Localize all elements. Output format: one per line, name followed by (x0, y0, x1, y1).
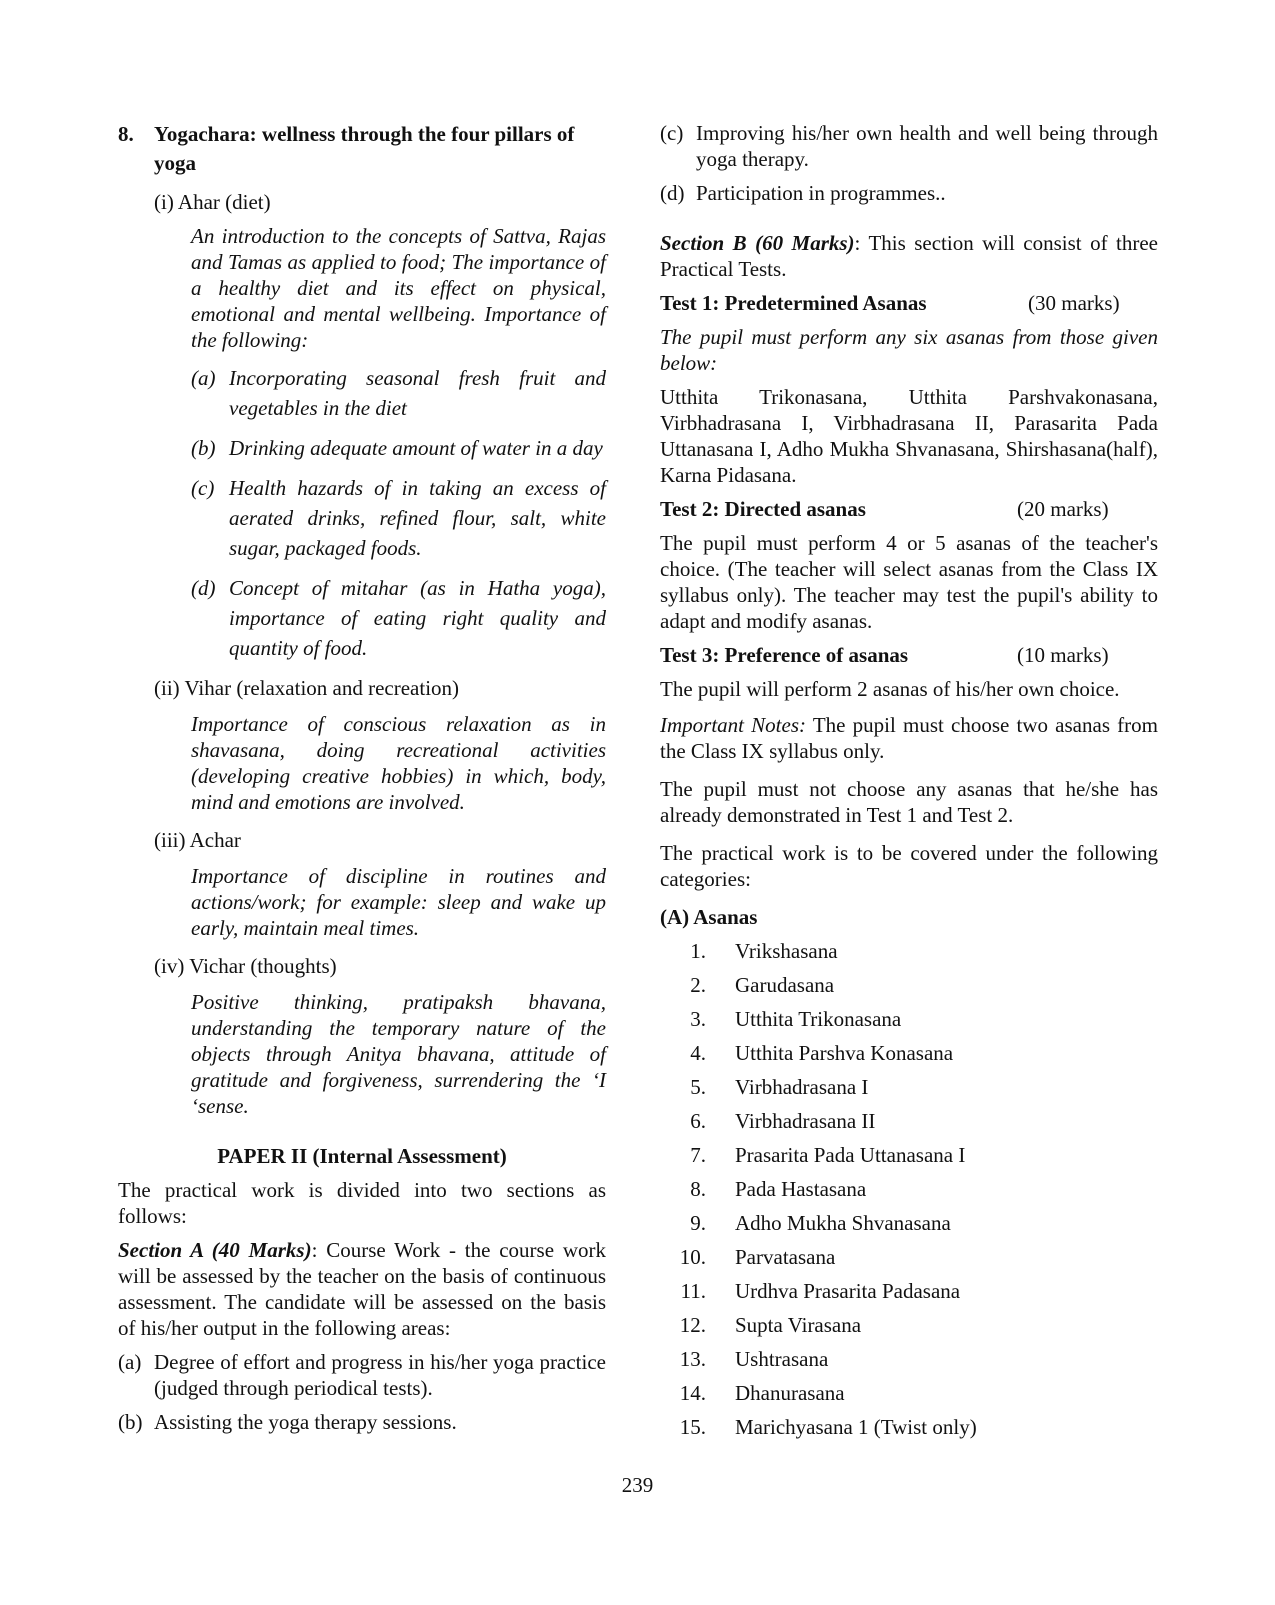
item-number: (a) (118, 1350, 142, 1374)
asanas-heading: (A) Asanas (660, 905, 758, 929)
item-text: Ushtrasana (735, 1347, 829, 1371)
item-text: Supta Virasana (735, 1313, 862, 1337)
item-text: Virbhadrasana I (735, 1075, 869, 1099)
item-text: Dhanurasana (735, 1381, 845, 1405)
item-text: Prasarita Pada Uttanasana I (735, 1143, 966, 1167)
section-a-text: : Course Work - the course work will be assessed by the teacher on the basis of continuous assessment. The candidate will be assessed on the basis of his/her output in the following areas: (118, 1238, 606, 1340)
vichar-label: (iv) Vichar (thoughts) (154, 954, 337, 978)
item-text: Health hazards of in taking an excess of aerated drinks, refined flour, salt, white sugar, packaged foods. (229, 476, 606, 560)
section-title: Yogachara: wellness through the four pillars of yoga (154, 122, 575, 175)
item-number: 13. (679, 1347, 706, 1371)
section-a (118, 1237, 606, 1341)
list-item (660, 1142, 1158, 1176)
page-number: 239 (621, 1473, 654, 1497)
list-item (118, 1349, 606, 1401)
list-item (660, 120, 1158, 172)
list-item (660, 972, 1158, 1006)
item-text: Vrikshasana (735, 939, 838, 963)
item-text: Incorporating seasonal fresh fruit and vegetables in the diet (229, 366, 606, 420)
item-number: 4. (690, 1041, 706, 1065)
right-column (660, 120, 1158, 1448)
list-item (191, 573, 606, 663)
test1-title: Test 1: Predetermined Asanas (660, 291, 927, 315)
test3-heading (660, 642, 1158, 670)
item-number: 6. (690, 1109, 706, 1133)
paper2-intro: The practical work is divided into two sections as follows: (118, 1178, 606, 1228)
item-text: Parvatasana (735, 1245, 836, 1269)
item-number: (b) (118, 1410, 143, 1434)
section-a-label: Section A (40 Marks) (118, 1238, 312, 1262)
test2-text: The pupil must perform 4 or 5 asanas of the teacher's choice. (The teacher will select asanas from the Class IX syllabus only). The teacher may test the pupil's ability to adapt and modify asanas. (660, 531, 1158, 633)
list-item (660, 1244, 1158, 1278)
item-text: Pada Hastasana (735, 1177, 867, 1201)
areas-list (118, 1349, 606, 1435)
item-number: 3. (690, 1007, 706, 1031)
list-item (660, 1414, 1158, 1448)
achar-text: Importance of discipline in routines and actions/work; for example: sleep and wake up early, maintain meal times. (191, 864, 606, 940)
item-number: 12. (679, 1313, 706, 1337)
item-text: Concept of mitahar (as in Hatha yoga), importance of eating right quality and quantity of food. (229, 576, 606, 660)
item-number: 1. (690, 939, 706, 963)
item-text: Garudasana (735, 973, 835, 997)
list-item (660, 1278, 1158, 1312)
list-item (660, 1176, 1158, 1210)
item-text: Marichyasana 1 (Twist only) (735, 1415, 977, 1439)
test2-heading (660, 496, 1158, 524)
list-item (660, 1040, 1158, 1074)
list-item (660, 938, 1158, 972)
item-text: Utthita Trikonasana (735, 1007, 902, 1031)
test1-marks: (30 marks) (1028, 291, 1120, 315)
section-number: 8. (118, 122, 134, 146)
vihar-text: Importance of conscious relaxation as in shavasana, doing recreational activities (developing creative hobbies) in which, body, mind and emotions are involved. (191, 712, 606, 814)
item-text: Adho Mukha Shvanasana (735, 1211, 951, 1235)
item-number: 5. (690, 1075, 706, 1099)
section-heading (118, 120, 606, 178)
item-text: Participation in programmes.. (696, 181, 946, 205)
test3-title: Test 3: Preference of asanas (660, 643, 909, 667)
test2-title: Test 2: Directed asanas (660, 497, 866, 521)
vichar-text: Positive thinking, pratipaksh bhavana, understanding the temporary nature of the objects through Anitya bhavana, attitude of gratitude and forgiveness, surrendering the ‘I ‘sense. (191, 990, 606, 1118)
test3-marks: (10 marks) (1017, 643, 1109, 667)
left-column (118, 120, 606, 1435)
achar-label: (iii) Achar (154, 828, 241, 852)
item-number: (a) (191, 366, 216, 390)
item-text: Drinking adequate amount of water in a day (229, 436, 603, 460)
item-text: Improving his/her own health and well being through yoga therapy. (696, 121, 1158, 171)
list-item (118, 1409, 606, 1435)
list-item (660, 180, 1158, 206)
item-text: Assisting the yoga therapy sessions. (154, 1410, 457, 1434)
ahar-list (191, 363, 606, 663)
list-item (191, 433, 606, 463)
list-item (660, 1346, 1158, 1380)
item-number: 10. (679, 1245, 706, 1269)
important-notes (660, 712, 1158, 764)
item-number: 2. (690, 973, 706, 997)
item-number: 9. (690, 1211, 706, 1235)
test1-asana-list: Utthita Trikonasana, Utthita Parshvakonasana, Virbhadrasana I, Virbhadrasana II, Parasarita Pada Uttanasana I, Adho Mukha Shvanasana, Shirshasana(half), Karna Pidasana. (660, 385, 1158, 487)
notes-text-2: The pupil must not choose any asanas that he/she has already demonstrated in Test 1 and Test 2. (660, 777, 1158, 827)
item-number: 14. (679, 1381, 706, 1405)
vihar-label: (ii) Vihar (relaxation and recreation) (154, 676, 460, 700)
section-b-text: : This section will consist of three Practical Tests. (660, 231, 1158, 281)
test1-instructions: The pupil must perform any six asanas from those given below: (660, 325, 1158, 375)
list-item (660, 1074, 1158, 1108)
list-item (660, 1380, 1158, 1414)
list-item (660, 1312, 1158, 1346)
list-item (191, 363, 606, 423)
areas-list-continued (660, 120, 1158, 206)
item-number: (c) (660, 121, 684, 145)
item-number: 7. (690, 1143, 706, 1167)
paper2-title: PAPER II (Internal Assessment) (217, 1144, 507, 1168)
item-number: (d) (191, 576, 216, 600)
list-item (660, 1108, 1158, 1142)
item-text: Degree of effort and progress in his/her yoga practice (judged through periodical tests). (154, 1350, 606, 1400)
ahar-intro: An introduction to the concepts of Sattva, Rajas and Tamas as applied to food; The importance of a healthy diet and its effect on physical, emotional and mental wellbeing. Importance of the following: (191, 224, 606, 352)
item-text: Urdhva Prasarita Padasana (735, 1279, 961, 1303)
test2-marks: (20 marks) (1017, 497, 1109, 521)
item-text: Utthita Parshva Konasana (735, 1041, 954, 1065)
list-item (660, 1006, 1158, 1040)
test1-heading (660, 290, 1158, 318)
item-number: 11. (680, 1279, 706, 1303)
ahar-label: (i) Ahar (diet) (154, 190, 271, 214)
item-number: (c) (191, 476, 215, 500)
item-number: 8. (690, 1177, 706, 1201)
asana-list (660, 938, 1158, 1448)
section-b (660, 230, 1158, 282)
list-item (660, 1210, 1158, 1244)
notes-label: Important Notes: (660, 713, 807, 737)
categories-intro: The practical work is to be covered under the following categories: (660, 841, 1158, 891)
item-text: Virbhadrasana II (735, 1109, 876, 1133)
item-number: 15. (679, 1415, 706, 1439)
item-number: (d) (660, 181, 685, 205)
notes-text: The pupil must choose two asanas from the Class IX syllabus only. (660, 713, 1158, 763)
item-number: (b) (191, 436, 216, 460)
test3-text: The pupil will perform 2 asanas of his/her own choice. (660, 677, 1120, 701)
list-item (191, 473, 606, 563)
ahar-block (154, 189, 606, 1119)
section-b-label: Section B (60 Marks) (660, 231, 855, 255)
